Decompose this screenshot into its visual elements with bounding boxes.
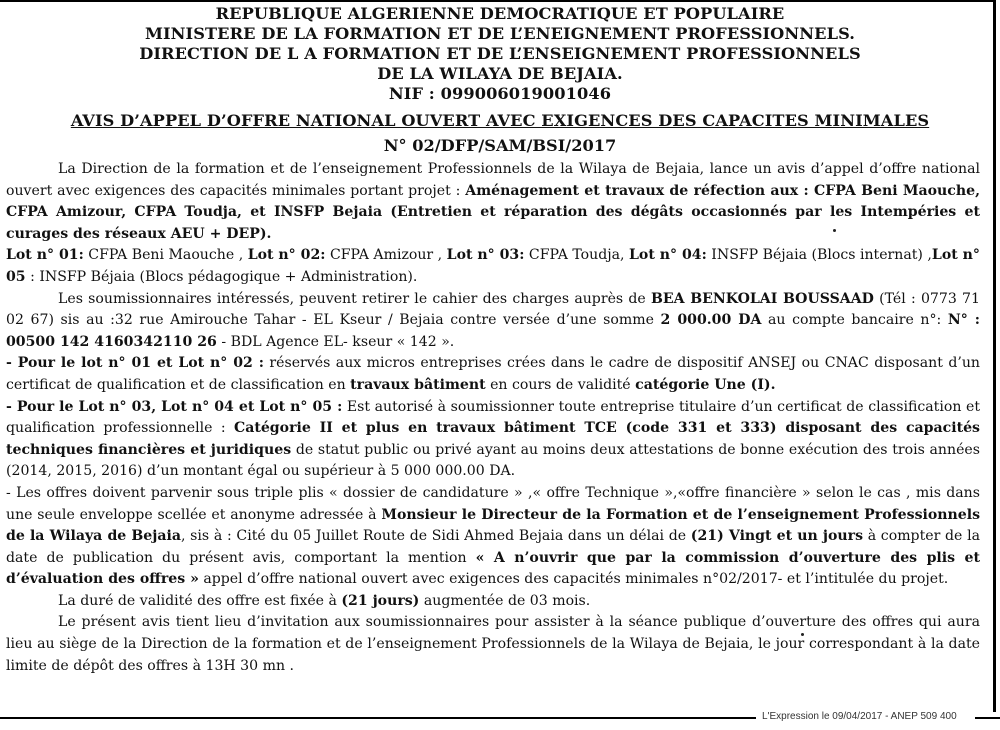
lot-1-label: Lot n° 01: [6, 247, 84, 264]
offers-intro: - Les offres doivent parvenir sous triple plis « dossier de candidature » ,« offre Technique »,«offre financière » selon le cas , mis dans une seule enveloppe scellée et anonyme adressée à [6, 484, 980, 523]
header-line-republic: REPUBLIQUE ALGERIENNE DEMOCRATIQUE ET POPULAIRE [215, 4, 785, 23]
header-line-wilaya: DE LA WILAYA DE BEJAIA. [377, 64, 623, 83]
lots-1-2-label: - Pour le lot n° 01 et Lot n° 02 : [6, 355, 264, 372]
validity-days: (21 jours) [341, 592, 420, 609]
lots-3-5-text: Est autorisé à soumissionner toute entreprise titulaire d’un certificat de classification et qualification professionnelle : [6, 398, 980, 437]
lot-4-text: INSFP Béjaia (Blocs internat) , [706, 247, 932, 264]
scan-speck [833, 229, 836, 232]
lots-3-5-label: - Pour le Lot n° 03, Lot n° 04 et Lot n° 05 : [6, 398, 343, 415]
project-title: Aménagement et travaux de réfection aux : CFPA Beni Maouche, CFPA Amizour, CFPA Toudja, et INSFP Bejaia (Entretien et réparation des dégâts occasionnés par les Intempéries et curages des réseaux AEU + DEP). [6, 182, 980, 242]
document-header [0, 4, 1000, 104]
footer-rule-left [0, 717, 756, 719]
deadline-text: à compter de la date de publication du présent avis, comportant la mention [6, 528, 980, 566]
footer-credit: L'Expression le 09/04/2017 - ANEP 509 400 [762, 711, 957, 722]
offers-closing: appel d’offre national ouvert avec exigences des capacités minimales n°02/2017- et l’intitulée du projet. [198, 571, 949, 588]
deadline-days: (21) Vingt et un jours [690, 528, 863, 545]
lot-2-text: CFPA Amizour , [325, 247, 447, 264]
account-number: N° : 00500 142 4160342110 26 [6, 312, 980, 350]
fee-amount: 2 000.00 DA [660, 312, 762, 329]
validity-text: en cours de validité [485, 376, 636, 393]
paragraph-invitation: Le présent avis tient lieu d’invitation aux soumissionnaires pour assister à la séance publique d’ouverture des offres qui aura lieu au siège de la Direction de la formation et de l’enseignement Professionnels de la Wilaya de Bejaia, le jour correspondant à la date limite de dépôt des offres à 13H 30 mn . [6, 614, 980, 674]
envelope-mention: « A n’ouvrir que par la commission d’ouverture des plis et d’évaluation des offres » [6, 549, 981, 588]
document-body [6, 159, 980, 677]
category-one: catégorie Une (I). [635, 376, 776, 393]
header-line-ministry: MINISTERE DE LA FORMATION ET DE L’ENEIGNEMENT PROFESSIONNELS. [144, 24, 856, 43]
paragraph-lots [6, 245, 980, 288]
paragraph-retrieval [6, 289, 980, 354]
recipient-address: , sis à : Cité du 05 Juillet Route de Sidi Ahmed Bejaia dans un délai de [181, 528, 691, 545]
lot-1-text: CFPA Beni Maouche , [83, 247, 248, 264]
lot-5-text: : INSFP Béjaia (Blocs pédagogique + Administration). [25, 268, 418, 285]
intro-text: La Direction de la formation et de l’enseignement Professionnels de la Wilaya de Bejaia, lance un avis d’appel d’offre national ouvert avec exigences des capacités minimales portant projet : [6, 161, 980, 199]
lot-2-label: Lot n° 02: [247, 247, 326, 264]
validity-intro: La duré de validité des offre est fixée à [58, 592, 342, 609]
category-two-requirements: Catégorie II et plus en travaux bâtiment TCE (code 331 et 333) disposant des capacités techniques financières et juridiques [6, 420, 980, 458]
header-line-nif: NIF : 099006019001046 [388, 84, 612, 103]
paragraph-lots-1-2 [6, 353, 980, 396]
scan-speck [801, 633, 804, 636]
lot-3-label: Lot n° 03: [446, 247, 525, 264]
retrieval-address: (Tél : 0773 71 02 67) sis au :32 rue Amirouche Tahar - EL Kseur / Bejaia contre versée d’une somme [6, 290, 980, 329]
lot-5-label: Lot n° 05 [6, 247, 980, 285]
retrieval-text: Les soumissionnaires intéressés, peuvent retirer le cahier des charges auprès de [58, 290, 651, 307]
paragraph-offers [6, 483, 980, 591]
bea-name: BEA BENKOLAI BOUSSAAD [650, 290, 874, 307]
attestation-requirements: de statut public ou privé ayant au moins deux attestations de bonne exécution des trois années (2014, 2015, 2016) d’un montant égal ou supérieur à 5 000 000.00 DA. [6, 441, 980, 480]
validity-extension: augmentée de 03 mois. [419, 592, 591, 609]
account-label: au compte bancaire n°: [761, 312, 948, 329]
avis-title: AVIS D’APPEL D’OFFRE NATIONAL OUVERT AVEC EXIGENCES DES CAPACITES MINIMALES [70, 111, 930, 130]
paragraph-validity [6, 591, 980, 613]
recipient: Monsieur le Directeur de la Formation et de l’enseignement Professionnels de la Wilaya de Bejaia [6, 506, 981, 545]
lot-4-label: Lot n° 04: [629, 247, 707, 264]
header-line-direction: DIRECTION DE L A FORMATION ET DE L’ENSEIGNEMENT PROFESSIONNELS [139, 44, 861, 63]
paragraph-lots-3-5 [6, 397, 980, 483]
lots-1-2-text: réservés aux micros entreprises crées dans le cadre de dispositif ANSEJ ou CNAC disposant d’un certificat de qualification et de classification en [6, 355, 980, 393]
lot-3-text: CFPA Toudja, [524, 247, 630, 264]
paragraph-intro [6, 159, 980, 245]
works-type: travaux bâtiment [350, 376, 486, 393]
footer-rule-right [975, 717, 1000, 719]
bank-agency: - BDL Agence EL- kseur « 142 ». [216, 333, 455, 350]
avis-number: N° 02/DFP/SAM/BSI/2017 [383, 136, 617, 155]
